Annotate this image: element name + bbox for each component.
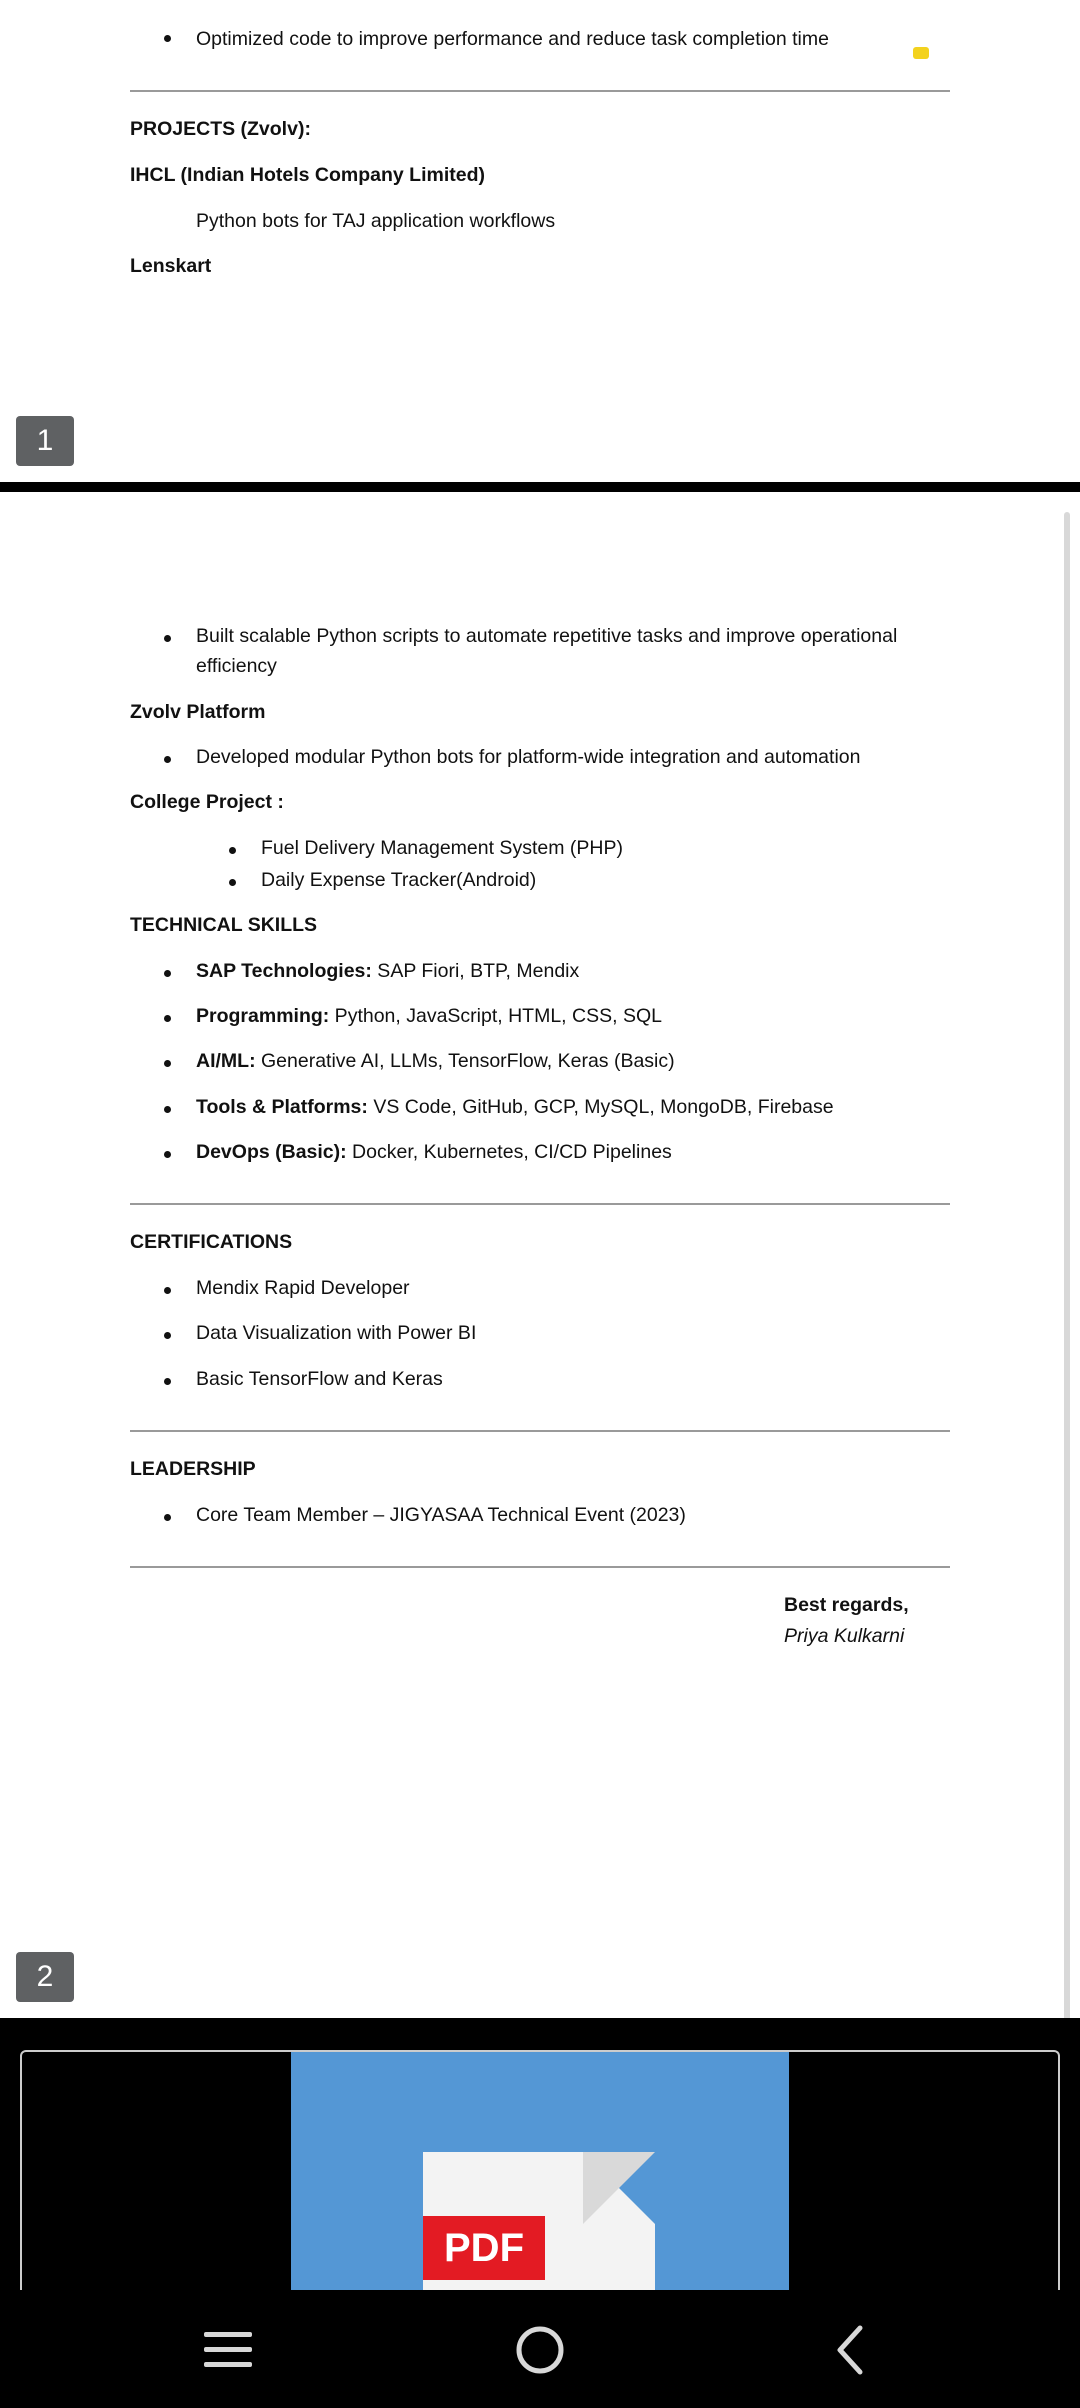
skill-value: Docker, Kubernetes, CI/CD Pipelines [346, 1141, 672, 1163]
bullet-icon [164, 1015, 171, 1022]
skill-value: VS Code, GitHub, GCP, MySQL, MongoDB, Firebase [367, 1096, 834, 1118]
bullet-icon [164, 1287, 171, 1294]
section-divider [130, 1566, 950, 1568]
bullet-icon [164, 1332, 171, 1339]
closing-text: Best regards, [784, 1594, 909, 1616]
skill-item [196, 1046, 675, 1076]
skill-label: DevOps (Basic): [196, 1141, 347, 1163]
lenskart-bullet-line2: efficiency [196, 655, 277, 677]
signature-text: Priya Kulkarni [784, 1625, 905, 1647]
pdf-page-1[interactable] [0, 0, 1080, 482]
skill-value: Generative AI, LLMs, TensorFlow, Keras (Basic) [255, 1050, 675, 1072]
doc-fold-icon [583, 2152, 655, 2224]
attachment-tray [0, 2018, 1080, 2290]
college-heading: College Project : [130, 791, 284, 813]
skill-label: Tools & Platforms: [196, 1096, 368, 1118]
bullet-icon [164, 756, 171, 763]
pdf-file-icon [423, 2152, 655, 2290]
bullet-icon [164, 635, 171, 642]
bullet-optimized-text: Optimized code to improve performance and reduce task completion time [196, 28, 829, 50]
skill-value: SAP Fiori, BTP, Mendix [371, 960, 580, 982]
bullet-icon [229, 879, 236, 886]
zvolv-bullet: Developed modular Python bots for platform-wide integration and automation [196, 746, 861, 768]
recents-button[interactable] [178, 2312, 278, 2388]
bullet-icon [164, 1060, 171, 1067]
page-number-badge: 1 [16, 416, 74, 466]
pdf-thumbnail[interactable] [291, 2052, 789, 2290]
certification-item: Basic TensorFlow and Keras [196, 1368, 443, 1390]
skill-value: Python, JavaScript, HTML, CSS, SQL [329, 1005, 662, 1027]
leadership-item: Core Team Member – JIGYASAA Technical Event (2023) [196, 1504, 686, 1526]
pdf-page-2[interactable] [0, 492, 1080, 2018]
bullet-icon [164, 970, 171, 977]
section-divider [130, 1430, 950, 1432]
section-divider [130, 1203, 950, 1205]
leadership-heading: LEADERSHIP [130, 1458, 256, 1480]
projects-heading: PROJECTS (Zvolv): [130, 118, 311, 140]
system-navigation-bar [0, 2290, 1080, 2408]
skill-label: AI/ML: [196, 1050, 256, 1072]
menu-icon [202, 2328, 254, 2372]
skill-item [196, 956, 579, 986]
back-icon [830, 2324, 870, 2376]
skills-heading: TECHNICAL SKILLS [130, 914, 318, 936]
home-icon [514, 2324, 566, 2376]
zvolv-heading: Zvolv Platform [130, 701, 266, 723]
bullet-icon [164, 35, 171, 42]
skill-item [196, 1137, 672, 1167]
skill-label: SAP Technologies: [196, 960, 372, 982]
ihcl-heading: IHCL (Indian Hotels Company Limited) [130, 164, 485, 186]
page-number-badge: 2 [16, 1952, 74, 2002]
lenskart-heading: Lenskart [130, 255, 212, 277]
ihcl-detail: Python bots for TAJ application workflows [196, 210, 556, 232]
certification-item: Mendix Rapid Developer [196, 1277, 410, 1299]
skill-item [196, 1001, 662, 1031]
back-button[interactable] [800, 2312, 900, 2388]
home-button[interactable] [490, 2312, 590, 2388]
bullet-icon [164, 1378, 171, 1385]
page-separator [0, 482, 1080, 492]
bullet-icon [164, 1106, 171, 1113]
certifications-heading: CERTIFICATIONS [130, 1231, 293, 1253]
certification-item: Data Visualization with Power BI [196, 1322, 477, 1344]
pdf-label: PDF [423, 2216, 545, 2280]
section-divider [130, 90, 950, 92]
bullet-icon [229, 847, 236, 854]
college-item: Daily Expense Tracker(Android) [261, 869, 537, 891]
lenskart-bullet-line1: Built scalable Python scripts to automate repetitive tasks and improve operational [196, 625, 898, 647]
bullet-icon [164, 1151, 171, 1158]
bullet-icon [164, 1514, 171, 1521]
college-item: Fuel Delivery Management System (PHP) [261, 837, 623, 859]
vertical-scrollbar[interactable] [1064, 512, 1070, 2032]
skill-item [196, 1092, 834, 1122]
skill-label: Programming: [196, 1005, 330, 1027]
highlight-marker [913, 47, 929, 59]
